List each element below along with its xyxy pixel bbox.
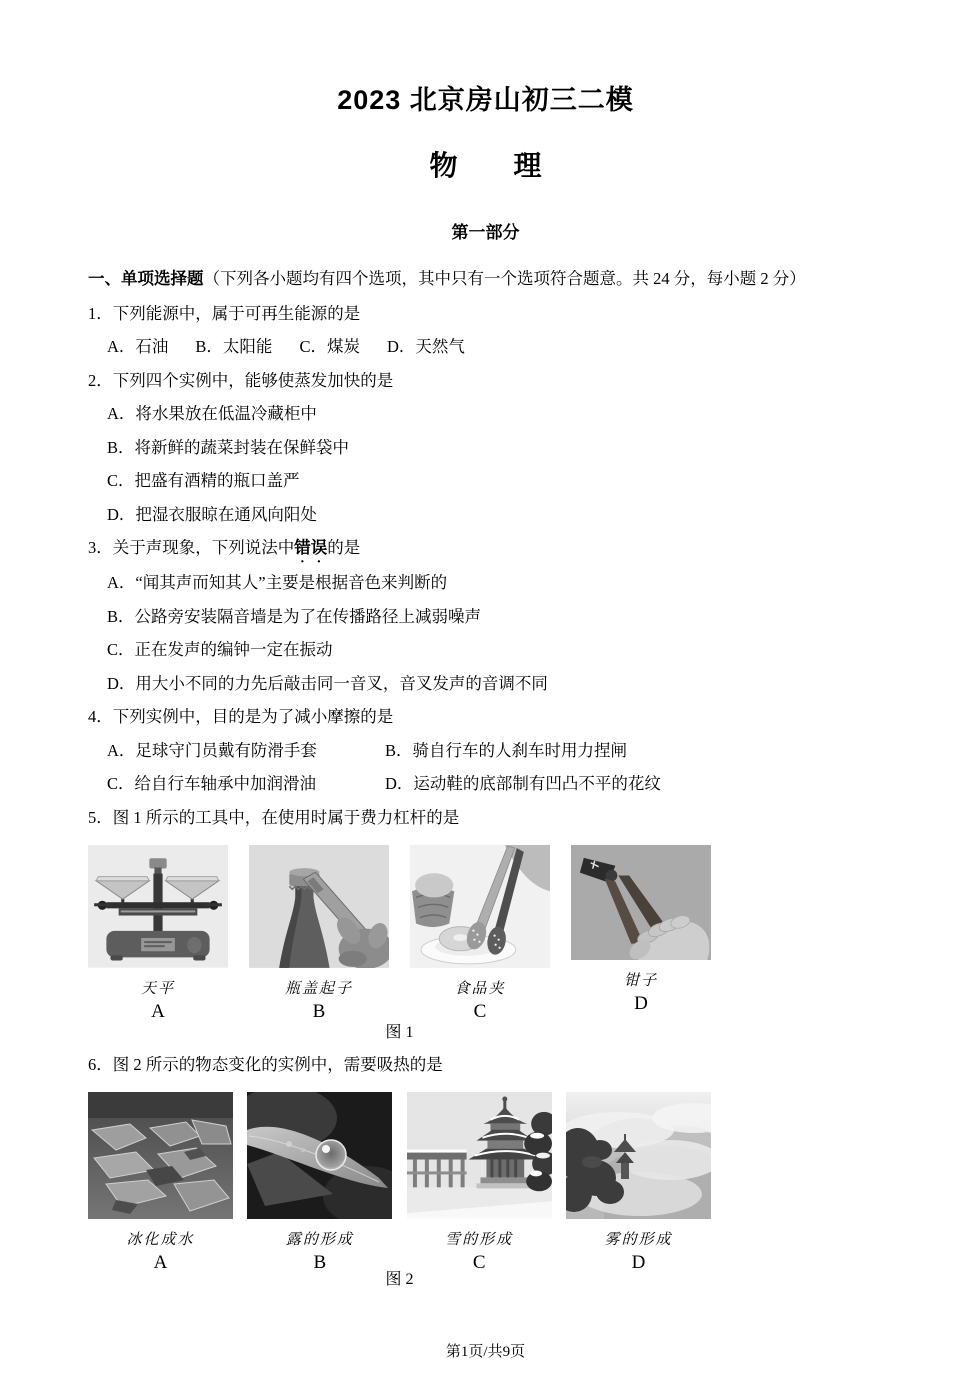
q1-option-c: C．煤炭 (299, 337, 360, 356)
q5-label-d: 钳子 (623, 973, 658, 990)
section-heading-note: （下列各小题均有四个选项，其中只有一个选项符合题意。共 24 分，每小题 2 分） (203, 269, 806, 288)
q6-label-c: 雪的形成 (445, 1231, 514, 1248)
q5-letter-d: D (634, 993, 648, 1015)
q5-choice-d (571, 845, 711, 1023)
figure-1-row (88, 845, 711, 1023)
q5-letter-a: A (151, 1000, 165, 1022)
q3-option-a: A．“闻其声而知其人”主要是根据音色来判断的 (107, 573, 448, 592)
question-4-stem: 4．下列实例中，目的是为了减小摩擦的是 (88, 707, 394, 726)
question-6-stem: 6．图 2 所示的物态变化的实例中，需要吸热的是 (88, 1054, 443, 1074)
q4-option-d: D．运动鞋的底部制有凹凸不平的花纹 (385, 774, 661, 793)
q3-stem-pre: 3．关于声现象，下列说法中 (88, 538, 295, 557)
question-1-stem: 1．下列能源中，属于可再生能源的是 (88, 303, 361, 323)
q1-option-a: A．石油 (107, 337, 169, 356)
q6-letter-b: B (313, 1252, 327, 1274)
q3-option-d: D．用大小不同的力先后敲击同一音叉，音叉发声的音调不同 (107, 673, 548, 693)
q3-option-b: B．公路旁安装隔音墙是为了在传播路径上减弱噪声 (107, 606, 482, 626)
q5-choice-a (88, 845, 228, 1023)
q5-choice-b (249, 845, 389, 1023)
q5-label-c: 食品夹 (454, 980, 506, 997)
question-5-stem: 5．图 1 所示的工具中，在使用时属于费力杠杆的是 (88, 807, 460, 827)
q5-label-a: 天平 (140, 980, 175, 997)
q4-option-a: A．足球守门员戴有防滑手套 (107, 740, 317, 760)
q3-stem-emphasis: 错误 (294, 539, 328, 557)
q4-option-b: B．骑自行车的人刹车时用力捏闸 (385, 740, 628, 760)
q4-options-row2 (88, 767, 916, 801)
figure-2-row (88, 1092, 711, 1274)
q1-option-d: D．天然气 (386, 337, 465, 356)
exam-title: 2023 北京房山初三二模 (337, 85, 634, 115)
q2-option-c: C．把盛有酒精的瓶口盖严 (107, 471, 300, 490)
q4-options-row1 (88, 734, 916, 768)
q6-letter-d: D (631, 1252, 646, 1274)
q6-letter-c: C (472, 1251, 486, 1273)
q2-option-b: B．将新鲜的蔬菜封装在保鲜袋中 (107, 437, 350, 457)
question-1-options (88, 330, 916, 364)
question-2-stem: 2．下列四个实例中，能够使蒸发加快的是 (88, 370, 394, 390)
q5-letter-c: C (473, 1000, 487, 1022)
pliers-photo (571, 845, 711, 960)
subject-title: 物 理 (429, 150, 542, 181)
figure-1-caption: 图 1 (385, 1023, 414, 1041)
q1-option-b: B．太阳能 (195, 337, 273, 356)
melting-ice-photo (88, 1092, 233, 1219)
balance-scale-photo (88, 845, 228, 968)
part-heading: 第一部分 (451, 223, 520, 242)
q6-letter-a: A (153, 1252, 168, 1274)
exam-body (88, 262, 916, 834)
q5-label-b: 瓶盖起子 (284, 980, 353, 997)
q3-option-c: C．正在发声的编钟一定在振动 (107, 640, 333, 659)
q6-choice-d (566, 1092, 711, 1274)
q4-option-c: C．给自行车轴承中加润滑油 (107, 774, 317, 793)
section-heading (88, 262, 916, 297)
fog-mountain-photo (566, 1092, 711, 1219)
q3-stem-post: 的是 (327, 538, 361, 557)
section-heading-title: 一、单项选择题 (88, 270, 204, 288)
q6-choice-b (247, 1092, 392, 1274)
page-number: 第1页/共9页 (445, 1344, 526, 1360)
q6-label-b: 露的形成 (285, 1232, 354, 1249)
food-tongs-photo (410, 845, 550, 968)
q6-label-a: 冰化成水 (126, 1232, 195, 1249)
q6-label-d: 雾的形成 (604, 1232, 673, 1249)
q6-choice-c (407, 1092, 552, 1274)
q2-option-a: A．将水果放在低温冷藏柜中 (107, 404, 317, 423)
question-3-stem (88, 531, 916, 566)
bottle-opener-photo (249, 845, 389, 968)
snow-scene-photo (407, 1092, 552, 1218)
q6-choice-a (88, 1092, 233, 1274)
q5-letter-b: B (312, 1000, 326, 1022)
figure-2-caption: 图 2 (385, 1271, 414, 1289)
dew-drop-photo (247, 1092, 392, 1219)
q2-option-d: D．把湿衣服晾在通风向阳处 (107, 504, 317, 524)
q5-choice-c (410, 845, 550, 1023)
